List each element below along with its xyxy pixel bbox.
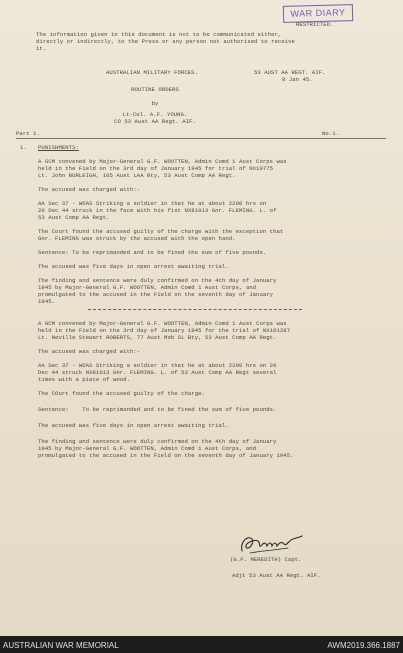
unit-heading: 53 AUST AA REGT. AIF.: [254, 69, 326, 76]
case2-charged: The accused was charged with:-: [38, 348, 141, 355]
officer-name: Lt-Col. A.F. YOUNG.: [122, 111, 188, 118]
section-heading: PUNISHMENTS:: [38, 144, 79, 151]
case1-charge-line-3: 53 Aust Comp AA Regt.: [38, 214, 110, 221]
order-number: No.1.: [322, 130, 340, 137]
restricted-label: RESTRICTED.: [296, 21, 334, 28]
section-index: 1.: [20, 144, 27, 151]
case1-charge-line-1: AA Sec 37 - WOAS Striking a soldier in that he at about 2200 hrs on: [38, 200, 267, 207]
case2-charge-line-3: times with a piece of wood.: [38, 376, 130, 383]
signatory-role: Adjt 53 Aust AA Regt. AIF.: [232, 572, 321, 579]
notice-line-3: it.: [36, 45, 47, 52]
case1-sentence: Sentence: To be reprimanded and to be fined the sum of five pounds.: [38, 249, 267, 256]
case2-charge-line-1: AA Sec 37 - WOAS Striking a soldier in that he at about 2200 hrs on 20: [38, 362, 277, 369]
case1-finding-line-2: Gnr. FLEMING was struck by the accused with the open hand.: [38, 235, 236, 242]
handwritten-signature: [236, 531, 306, 557]
case1-confirm-line-3: promulgated to the accused in the Field on the seventh day of January: [38, 291, 274, 298]
order-date: 8 Jan 45.: [282, 76, 313, 83]
case2-para-line-1: A GCM convened by Major-General G.F. WOOTTEN, Admin Comd 1 Aust Corps was: [38, 320, 287, 327]
part-label: Part 1.: [16, 130, 40, 137]
officer-role: CO 53 Aust AA Regt. AIF.: [114, 118, 196, 125]
case1-charged: The accused was charged with:-: [38, 186, 141, 193]
case1-charge-line-2: 20 Dec 44 struck in the face with his fist NX81013 Gnr. FLEMING. L. of: [38, 207, 277, 214]
by-label: by: [151, 100, 159, 107]
case2-finding: The COurt found the accused guilty of the charge.: [38, 390, 205, 397]
case1-para-line-2: held in the Field on the 3rd day of January 1945 for trial of NX10775: [38, 165, 274, 172]
case1-finding-line-1: The Court found the accused guilty of the charge with the exception that: [38, 228, 284, 235]
case1-para-line-3: Lt. John BURLEIGH, 105 Aust LAA Bty, 53 Aust Comp AA Regt.: [38, 172, 236, 179]
case-divider: [88, 309, 302, 310]
case1-arrest: The accused was five days in open arrest awaiting trial.: [38, 263, 229, 270]
case2-para-line-3: Lt. Neville Stewart ROBERTS, 77 Aust Mob SL Bty, 53 Aust Comp AA Regt.: [38, 334, 277, 341]
case1-confirm-line-2: 1945 by Major-General G.F. WOOTTEN, Admin Comd 1 Aust Corps, and: [38, 284, 257, 291]
case2-charge-line-2: Dec 44 struck NX81013 Gnr. FLEMING. L. of 53 Aust Comp AA Regt several: [38, 369, 277, 376]
case2-arrest: The accused was five days in open arrest awaiting trial.: [38, 422, 229, 429]
case2-confirm-line-1: The finding and sentence were duly confirmed on the 4th day of January: [38, 438, 277, 445]
case2-sentence: Sentence: To be reprimanded and to be fined the sum of five pounds.: [38, 406, 277, 413]
case1-confirm-line-4: 1945.: [38, 298, 56, 305]
signatory-name: (G.F. MEREDITH) Capt.: [230, 556, 302, 563]
case2-confirm-line-2: 1945 by Major-General G.F. WOOTTEN, Admin Comd 1 Aust Corps, and: [38, 445, 257, 452]
case2-para-line-2: held in the Field on the 3rd day of January 1945 for the trial of NX101287: [38, 327, 291, 334]
page-title: ROUTINE ORDERS: [131, 86, 179, 93]
forces-heading: AUSTRALIAN MILITARY FORCES.: [106, 69, 198, 76]
archive-accession-number: AWM2019.366.1887: [327, 641, 400, 650]
archive-credit: AUSTRALIAN WAR MEMORIAL: [3, 641, 119, 650]
case2-confirm-line-3: promulgated to the accused in the Field on the seventh day of January 1945.: [38, 452, 294, 459]
notice-line-2: directly or indirectly, to the Press or any person not authorised to receive: [36, 38, 295, 45]
part-divider: [16, 138, 386, 139]
case1-confirm-line-1: The finding and sentence were duly confirmed on the 4th day of January: [38, 277, 277, 284]
notice-line-1: The information given in this document is not to be communicated either,: [36, 31, 282, 38]
war-diary-stamp: WAR DIARY: [283, 4, 353, 23]
case1-para-line-1: A GCM convened by Major-General G.F. WOOTTEN, Admin Comd 1 Aust Corps was: [38, 158, 287, 165]
